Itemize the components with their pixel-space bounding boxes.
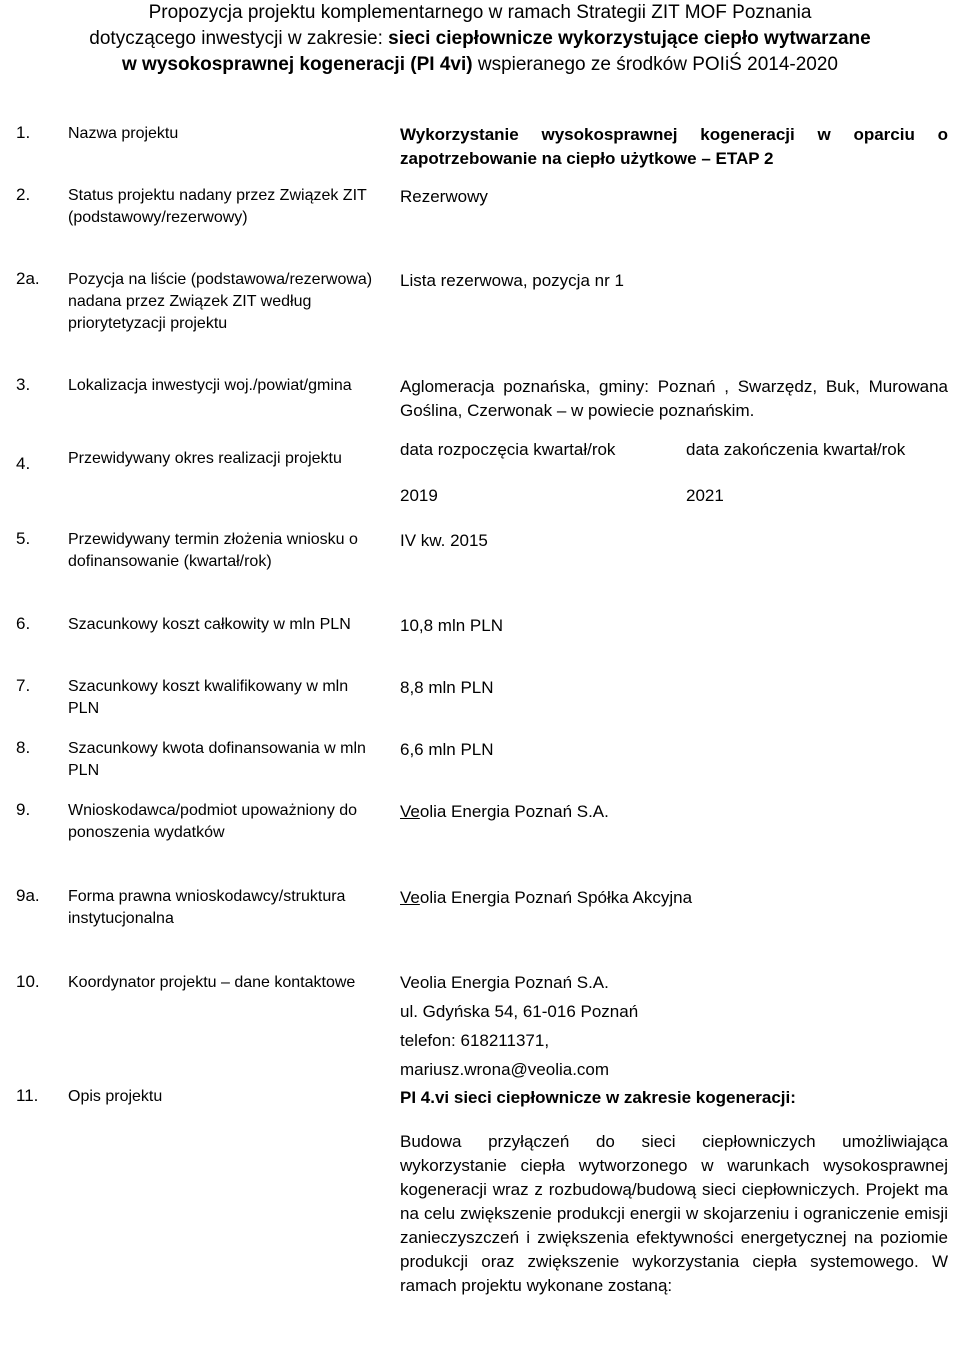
row-project-name bbox=[8, 113, 952, 175]
row-number: 9. bbox=[16, 800, 31, 819]
row-number: 2a. bbox=[16, 269, 40, 288]
header-line-3-bold: w wysokosprawnej kogeneracji (PI 4vi) bbox=[121, 54, 473, 75]
row-number: 4. bbox=[16, 454, 31, 473]
description-value bbox=[386, 1084, 952, 1298]
location-value: Aglomeracja poznańska, gminy: Poznań , Swarzędz, Buk, Murowana Goślina, Czerwonak – w powiecie poznańskim. bbox=[400, 377, 948, 420]
row-number: 6. bbox=[16, 614, 31, 633]
coordinator-value bbox=[386, 962, 952, 1084]
legal-form-underlined: Ve bbox=[400, 888, 420, 907]
row-status bbox=[8, 175, 952, 259]
coordinator-address: ul. Gdyńska 54, 61-016 Poznań bbox=[400, 1002, 639, 1021]
header-line-2-text: dotyczącego inwestycji w zakresie: bbox=[89, 28, 389, 49]
period-headers bbox=[400, 438, 948, 462]
header-line-1: Propozycja projektu komplementarnego w ramach Strategii ZIT MOF Poznania bbox=[148, 2, 812, 23]
description-body: Budowa przyłączeń do sieci ciepłowniczych umożliwiająca wykorzystanie ciepła wytworzonego w warunkach wysokosprawnej kogeneracji wraz z rozbudową/budową sieci ciepłowniczych. Projekt ma na celu zwiększenie produkcji energii w skojarzeniu i ograniczenie emisji zanieczyszczeń i zwiększenia efektywności energetycznej na poziomie produkcji oraz zwiększenie wykorzystania ciepła systemowego. W ramach projektu wykonane zostaną: bbox=[400, 1132, 948, 1295]
coordinator-email[interactable]: mariusz.wrona@veolia.com bbox=[400, 1060, 610, 1079]
row-location bbox=[8, 365, 952, 428]
row-label: Przewidywany termin złożenia wniosku o dofinansowanie (kwartał/rok) bbox=[68, 531, 358, 570]
total-cost-value: 10,8 mln PLN bbox=[400, 616, 503, 635]
status-value: Rezerwowy bbox=[400, 187, 488, 206]
period-value bbox=[386, 428, 952, 519]
row-application-date bbox=[8, 519, 952, 604]
list-position-value: Lista rezerwowa, pozycja nr 1 bbox=[400, 271, 624, 290]
row-number: 10. bbox=[16, 972, 40, 991]
description-heading: PI 4.vi sieci ciepłownicze w zakresie kogeneracji: bbox=[400, 1088, 796, 1107]
start-date-header: data rozpoczęcia kwartał/rok bbox=[400, 440, 616, 459]
header-line-3-text: wspieranego ze środków POIiŚ 2014-2020 bbox=[472, 54, 838, 75]
row-label: Koordynator projektu – dane kontaktowe bbox=[68, 974, 356, 991]
row-eligible-cost bbox=[8, 666, 952, 728]
start-date-value: 2019 bbox=[400, 486, 438, 505]
end-date-value: 2021 bbox=[686, 486, 724, 505]
row-number: 1. bbox=[16, 123, 31, 142]
row-label: Status projektu nadany przez Związek ZIT (podstawowy/rezerwowy) bbox=[68, 187, 367, 226]
row-label: Szacunkowy kwota dofinansowania w mln PLN bbox=[68, 740, 366, 779]
legal-form-value bbox=[386, 876, 952, 962]
row-label: Nazwa projektu bbox=[68, 125, 179, 142]
row-number: 11. bbox=[16, 1086, 39, 1105]
project-name-value: Wykorzystanie wysokosprawnej kogeneracji w oparciu o zapotrzebowanie na ciepło użytkowe – ETAP 2 bbox=[400, 125, 948, 168]
row-number: 5. bbox=[16, 529, 31, 548]
row-label: Szacunkowy koszt całkowity w mln PLN bbox=[68, 616, 351, 633]
applicant-value bbox=[386, 790, 952, 876]
applicant-underlined: Ve bbox=[400, 802, 420, 821]
row-number: 9a. bbox=[16, 886, 40, 905]
row-label: Lokalizacja inwestycji woj./powiat/gmina bbox=[68, 377, 352, 394]
funding-amount-value: 6,6 mln PLN bbox=[400, 740, 494, 759]
header-line-2 bbox=[0, 26, 960, 52]
applicant-rest: olia Energia Poznań S.A. bbox=[419, 802, 609, 821]
coordinator-company: Veolia Energia Poznań S.A. bbox=[400, 973, 609, 992]
header-line-3 bbox=[0, 52, 960, 78]
coordinator-phone: telefon: 618211371, bbox=[400, 1031, 550, 1050]
legal-form-rest: olia Energia Poznań Spółka Akcyjna bbox=[419, 888, 693, 907]
row-period bbox=[8, 428, 952, 519]
row-label: Forma prawna wnioskodawcy/struktura instytucjonalna bbox=[68, 888, 346, 927]
row-label: Szacunkowy koszt kwalifikowany w mln PLN bbox=[68, 678, 349, 717]
project-table bbox=[8, 113, 952, 1298]
end-date-header: data zakończenia kwartał/rok bbox=[686, 440, 906, 459]
row-number: 7. bbox=[16, 676, 31, 695]
row-list-position bbox=[8, 259, 952, 365]
row-label: Przewidywany okres realizacji projektu bbox=[68, 450, 342, 467]
row-label: Pozycja na liście (podstawowa/rezerwowa) nadana przez Związek ZIT według priorytetyzacji projektu bbox=[68, 271, 373, 332]
row-number: 8. bbox=[16, 738, 31, 757]
row-label: Opis projektu bbox=[68, 1088, 163, 1105]
row-total-cost bbox=[8, 604, 952, 666]
header-line-2-bold: sieci ciepłownicze wykorzystujące ciepło wytwarzane bbox=[388, 28, 871, 49]
row-coordinator bbox=[8, 962, 952, 1084]
document-header bbox=[0, 0, 960, 78]
row-funding-amount bbox=[8, 728, 952, 790]
eligible-cost-value: 8,8 mln PLN bbox=[400, 678, 494, 697]
row-legal-form bbox=[8, 876, 952, 962]
application-date-value: IV kw. 2015 bbox=[400, 531, 488, 550]
row-description bbox=[8, 1084, 952, 1298]
row-applicant bbox=[8, 790, 952, 876]
row-number: 3. bbox=[16, 375, 31, 394]
period-values bbox=[400, 484, 948, 508]
row-label: Wnioskodawca/podmiot upoważniony do ponoszenia wydatków bbox=[68, 802, 358, 841]
row-number: 2. bbox=[16, 185, 31, 204]
